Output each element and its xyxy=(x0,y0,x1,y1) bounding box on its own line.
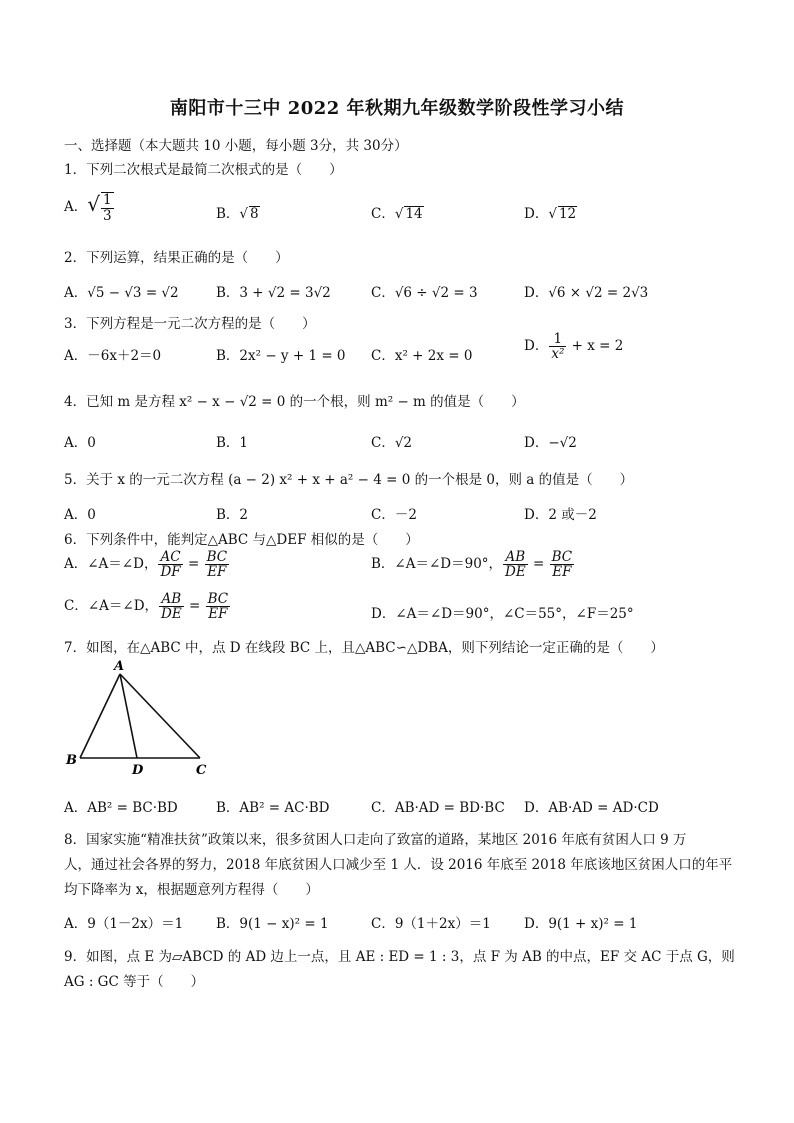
q3-option-d: D． $\frac{1}{\text{x²}}$ + x = 2 xyxy=(524,331,624,363)
q4-option-c: C．√2 xyxy=(371,435,413,451)
q1-option-c: C．√ 14 xyxy=(371,206,423,222)
q2-option-a: A．√5 − √3 = √2 xyxy=(64,285,179,301)
label-c: C xyxy=(196,763,207,778)
q4-option-b: B．1 xyxy=(216,435,249,451)
page-title: 南阳市十三中 2022 年秋期九年级数学阶段性学习小结 xyxy=(169,98,625,119)
q2-option-b: B．3 + √2 = 3√2 xyxy=(216,285,331,301)
q7-option-c: C．AB·AD = BD·BC xyxy=(371,800,505,816)
question-8-line-1: 8．国家实施“精准扶贫”政策以来，很多贫困人口走向了致富的道路，某地区 2016 年底有贫困人口 9 万 xyxy=(64,832,687,848)
q7-option-d: D．AB·AD = AD·CD xyxy=(524,800,659,816)
q6-option-a: A．∠A＝∠D， $\frac{AC}{DF}$ = $\frac{BC}{EF}$ xyxy=(64,549,228,581)
q5-option-a: A．0 xyxy=(64,507,96,523)
q8-option-d: D．9(1 + x)² = 1 xyxy=(524,916,638,932)
q2-option-c: C．√6 ÷ √2 = 3 xyxy=(371,285,478,301)
q3-option-b: B．2x² − y + 1 = 0 xyxy=(216,348,346,364)
question-9-line-1: 9．如图，点 E 为▱ABCD 的 AD 边上一点，且 AE : ED = 1 : 3，点 F 为 AB 的中点，EF 交 AC 于点 G，则 xyxy=(64,949,735,965)
q1-option-d: D．√ 12 xyxy=(524,206,577,222)
q3-option-a: A．－6x＋2＝0 xyxy=(64,348,162,364)
q4-option-a: A．0 xyxy=(64,435,96,451)
q5-option-b: B．2 xyxy=(216,507,249,523)
section-heading: 一、选择题（本大题共 10 小题，每小题 3分，共 30分） xyxy=(64,138,408,154)
question-9-line-2: AG : GC 等于（ ） xyxy=(64,974,205,990)
q4-option-d: D．−√2 xyxy=(524,435,577,451)
q7-option-a: A．AB² = BC·BD xyxy=(64,800,178,816)
label-a: A xyxy=(114,659,125,674)
segment-ac xyxy=(120,674,200,758)
question-8-line-2: 人，通过社会各界的努力，2018 年底贫困人口减少至 1 人．设 2016 年底至 2018 年底该地区贫困人口的年平 xyxy=(64,857,733,873)
triangle-figure xyxy=(60,656,220,778)
question-7-stem: 7．如图，在△ABC 中，点 D 在线段 BC 上，且△ABC∽△DBA，则下列结论一定正确的是（ ） xyxy=(64,640,664,656)
q1-option-a: A．√ $\frac{1}{3}$ xyxy=(64,192,112,224)
q1-option-b: B．√ 8 xyxy=(216,206,259,222)
question-6-stem: 6．下列条件中，能判定△ABC 与△DEF 相似的是（ ） xyxy=(64,532,419,548)
label-d: D xyxy=(132,763,144,778)
question-5-stem: 5．关于 x 的一元二次方程 (a − 2) x² + x + a² − 4 = 0 的一个根是 0，则 a 的值是（ ） xyxy=(64,472,634,488)
q6-option-b: B．∠A＝∠D＝90°， $\frac{AB}{DE}$ = $\frac{BC}{EF}$ xyxy=(371,549,573,581)
q5-option-c: C．－2 xyxy=(371,507,417,523)
q7-option-b: B．AB² = AC·BD xyxy=(216,800,330,816)
q6-option-c: C．∠A＝∠D， $\frac{AB}{DE}$ = $\frac{BC}{EF}$ xyxy=(64,591,229,623)
question-2-stem: 2．下列运算，结果正确的是（ ） xyxy=(64,250,289,266)
q5-option-d: D．2 或－2 xyxy=(524,507,597,523)
q3-option-c: C．x² + 2x = 0 xyxy=(371,348,473,364)
q8-option-a: A．9（1－2x）＝1 xyxy=(64,916,184,932)
segment-ad xyxy=(120,674,137,758)
question-1-stem: 1．下列二次根式是最简二次根式的是（ ） xyxy=(64,162,343,178)
q6-option-d: D．∠A＝∠D＝90°，∠C＝55°，∠F＝25° xyxy=(371,606,634,622)
segment-ab xyxy=(80,674,120,758)
question-3-stem: 3．下列方程是一元二次方程的是（ ） xyxy=(64,316,316,332)
q8-option-c: C．9（1＋2x）＝1 xyxy=(371,916,491,932)
q8-option-b: B．9(1 − x)² = 1 xyxy=(216,916,329,932)
q2-option-d: D．√6 × √2 = 2√3 xyxy=(524,285,649,301)
question-4-stem: 4．已知 m 是方程 x² − x − √2 = 0 的一个根，则 m² − m 的值是（ ） xyxy=(64,394,525,410)
label-b: B xyxy=(66,753,77,768)
question-8-line-3: 均下降率为 x，根据题意列方程得（ ） xyxy=(64,882,319,898)
